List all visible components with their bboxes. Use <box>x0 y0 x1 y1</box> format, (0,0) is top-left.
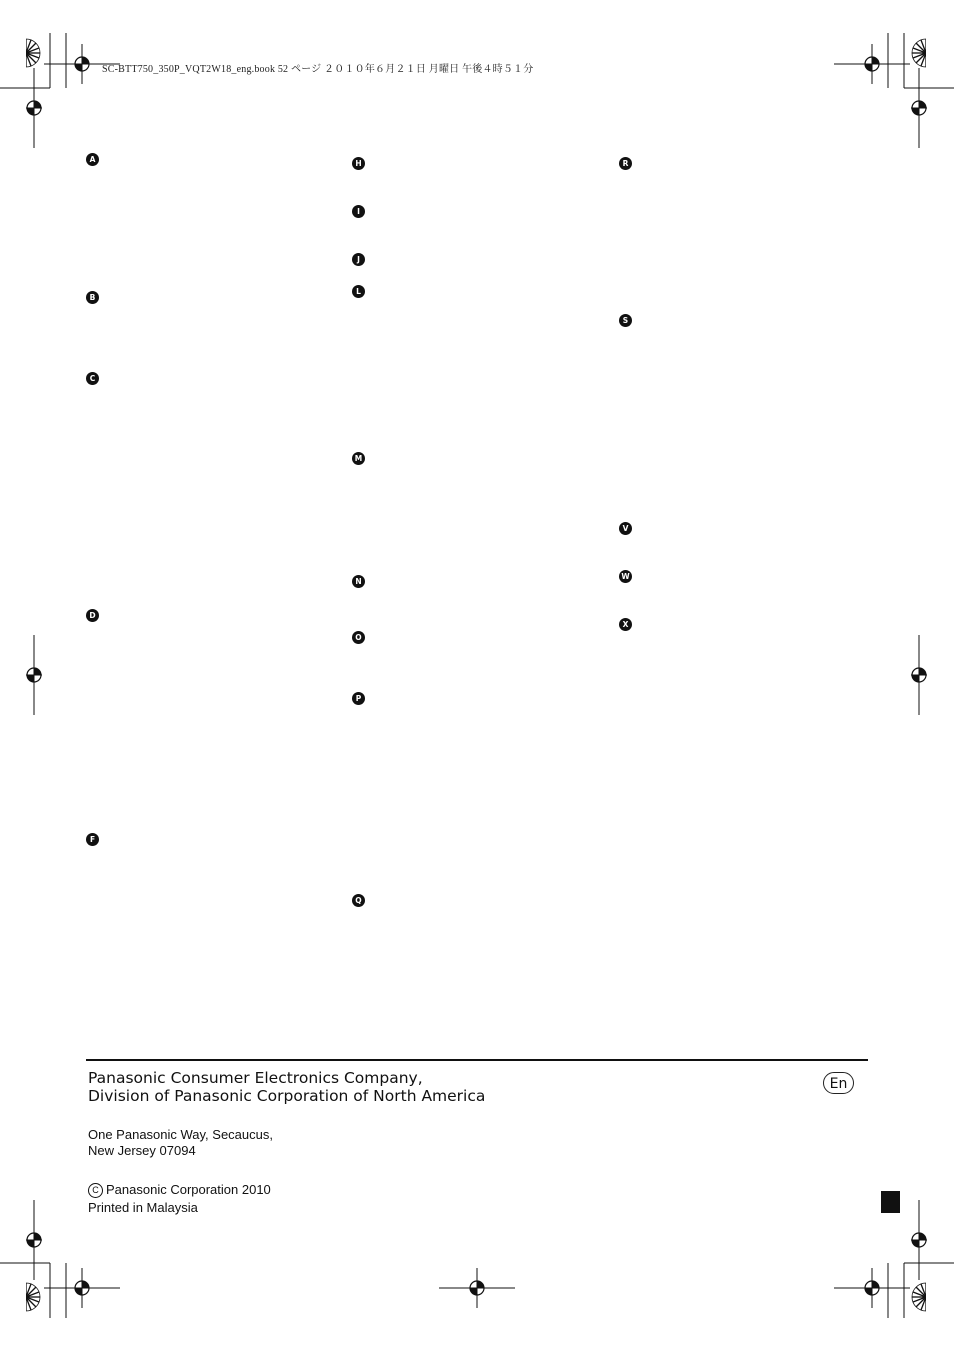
address-line-1: One Panasonic Way, Secaucus, <box>88 1127 273 1142</box>
index-letter-q: Q <box>352 894 365 907</box>
company-name <box>88 1069 485 1105</box>
company-name-line-2: Division of Panasonic Corporation of North America <box>88 1087 486 1105</box>
index-letter-w: W <box>619 570 632 583</box>
index-letter-d: D <box>86 609 99 622</box>
index-letter-c: C <box>86 372 99 385</box>
index-letter-b: B <box>86 291 99 304</box>
index-letter-f: F <box>86 833 99 846</box>
index-letter-o: O <box>352 631 365 644</box>
copyright-line <box>88 1182 271 1198</box>
company-address <box>88 1127 273 1159</box>
footer-divider <box>86 1059 868 1061</box>
language-badge: En <box>823 1072 854 1094</box>
index-letter-a: A <box>86 153 99 166</box>
copyright-icon: C <box>88 1183 103 1198</box>
index-letter-n: N <box>352 575 365 588</box>
index-letter-v: V <box>619 522 632 535</box>
index-letter-l: L <box>352 285 365 298</box>
index-letter-p: P <box>352 692 365 705</box>
printed-in: Printed in Malaysia <box>88 1200 198 1215</box>
index-letter-m: M <box>352 452 365 465</box>
address-line-2: New Jersey 07094 <box>88 1143 196 1158</box>
print-slug-header: SC-BTT750_350P_VQT2W18_eng.book 52 ページ ２０１０年６月２１日 月曜日 午後４時５１分 <box>102 64 534 75</box>
index-letter-j: J <box>352 253 365 266</box>
index-letter-r: R <box>619 157 632 170</box>
company-name-line-1: Panasonic Consumer Electronics Company, <box>88 1069 423 1087</box>
copyright-text: Panasonic Corporation 2010 <box>106 1182 271 1197</box>
index-letter-x: X <box>619 618 632 631</box>
index-letter-h: H <box>352 157 365 170</box>
page-edge-tab <box>881 1191 900 1213</box>
index-letter-i: I <box>352 205 365 218</box>
index-letter-s: S <box>619 314 632 327</box>
